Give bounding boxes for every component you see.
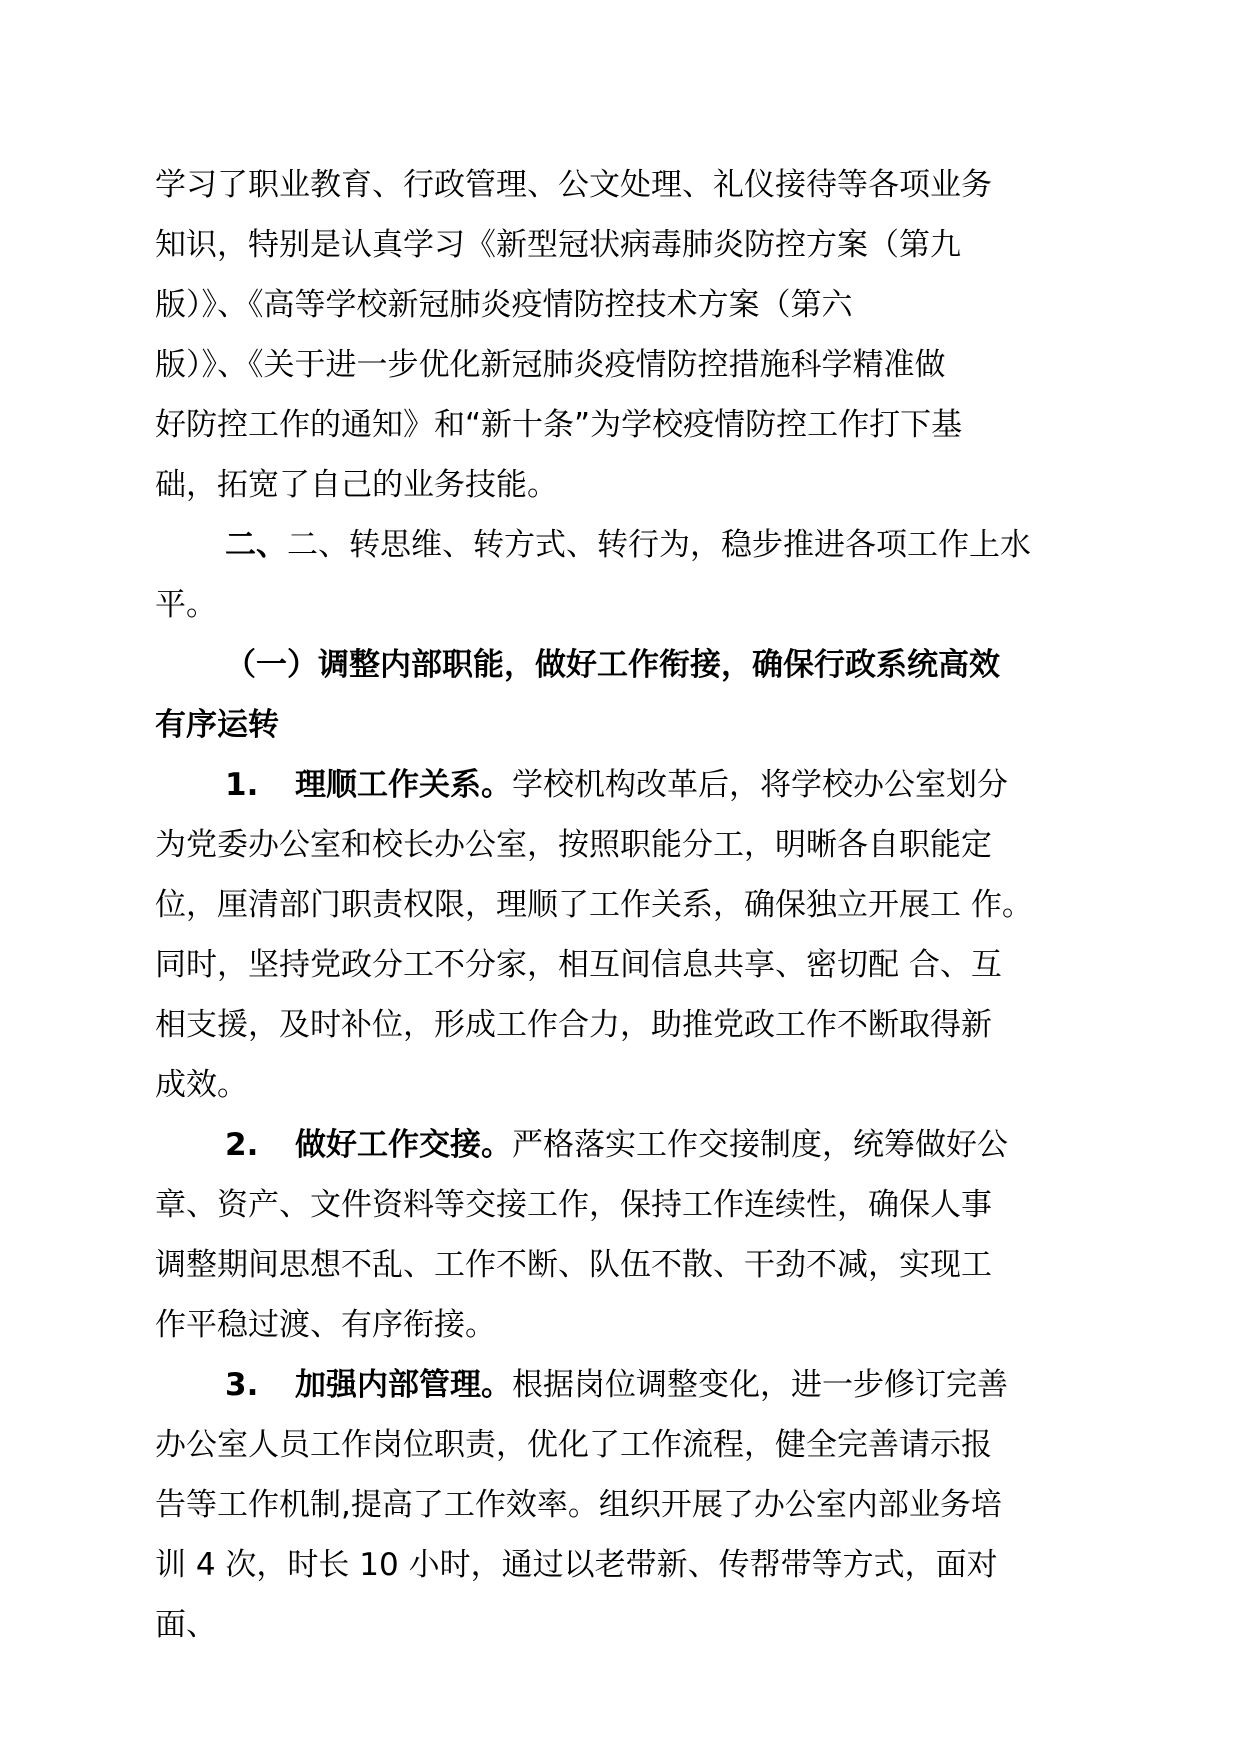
body-line: 面、 bbox=[155, 1607, 217, 1643]
body-line: 成效。 bbox=[155, 1067, 248, 1103]
list-item-number: 2. bbox=[225, 1127, 259, 1163]
body-line: 版）》、《高等学校新冠肺炎疫情防控技术方案（第六 bbox=[155, 287, 853, 323]
list-item-3-first-line bbox=[225, 1355, 1008, 1415]
list-item-title: 做好工作交接。 bbox=[295, 1127, 512, 1163]
section-heading-continuation: 平。 bbox=[155, 587, 217, 623]
list-item-title: 加强内部管理。 bbox=[295, 1367, 512, 1403]
list-item-number: 3. bbox=[225, 1367, 259, 1403]
list-item-text: 学校机构改革后，将学校办公室划分 bbox=[512, 767, 1008, 803]
list-item-title: 理顺工作关系。 bbox=[295, 767, 512, 803]
body-line: 位，厘清部门职责权限，理顺了工作关系，确保独立开展工 作。 bbox=[155, 887, 1033, 923]
body-line: 相支援，及时补位，形成工作合力，助推党政工作不断取得新 bbox=[155, 1007, 992, 1043]
body-line: 告等工作机制,提高了工作效率。组织开展了办公室内部业务培 bbox=[155, 1487, 1002, 1523]
body-line: 调整期间思想不乱、工作不断、队伍不散、干劲不减，实现工 bbox=[155, 1247, 992, 1283]
body-line: 同时，坚持党政分工不分家，相互间信息共享、密切配 合、互 bbox=[155, 947, 1002, 983]
body-line: 础，拓宽了自己的业务技能。 bbox=[155, 467, 558, 503]
list-item-text: 根据岗位调整变化，进一步修订完善 bbox=[512, 1367, 1008, 1403]
body-line: 章、资产、文件资料等交接工作，保持工作连续性，确保人事 bbox=[155, 1187, 992, 1223]
subsection-heading-continuation: 有序运转 bbox=[155, 707, 279, 743]
body-line: 知识，特别是认真学习《新型冠状病毒肺炎防控方案（第九 bbox=[155, 227, 961, 263]
body-line: 办公室人员工作岗位职责，优化了工作流程，健全完善请示报 bbox=[155, 1427, 992, 1463]
section-heading bbox=[225, 515, 1031, 575]
body-line: 作平稳过渡、有序衔接。 bbox=[155, 1307, 496, 1343]
list-item-2-first-line bbox=[225, 1115, 1008, 1175]
body-line: 为党委办公室和校长办公室，按照职能分工，明晰各自职能定 bbox=[155, 827, 992, 863]
section-heading-number: 二、 bbox=[225, 527, 287, 563]
body-line: 好防控工作的通知》和“新十条”为学校疫情防控工作打下基 bbox=[155, 407, 963, 443]
body-line: 版）》、《关于进一步优化新冠肺炎疫情防控措施科学精准做 bbox=[155, 347, 946, 383]
list-item-number: 1. bbox=[225, 767, 259, 803]
list-item-text: 严格落实工作交接制度，统筹做好公 bbox=[512, 1127, 1008, 1163]
section-heading-text: 二、转思维、转方式、转行为，稳步推进各项工作上水 bbox=[287, 527, 1031, 563]
list-item-1-first-line bbox=[225, 755, 1008, 815]
body-line: 学习了职业教育、行政管理、公文处理、礼仪接待等各项业务 bbox=[155, 167, 992, 203]
subsection-heading: （一）调整内部职能，做好工作衔接，确保行政系统高效 bbox=[225, 647, 1000, 683]
body-line: 训 4 次，时长 10 小时，通过以老带新、传帮带等方式，面对 bbox=[155, 1547, 998, 1583]
